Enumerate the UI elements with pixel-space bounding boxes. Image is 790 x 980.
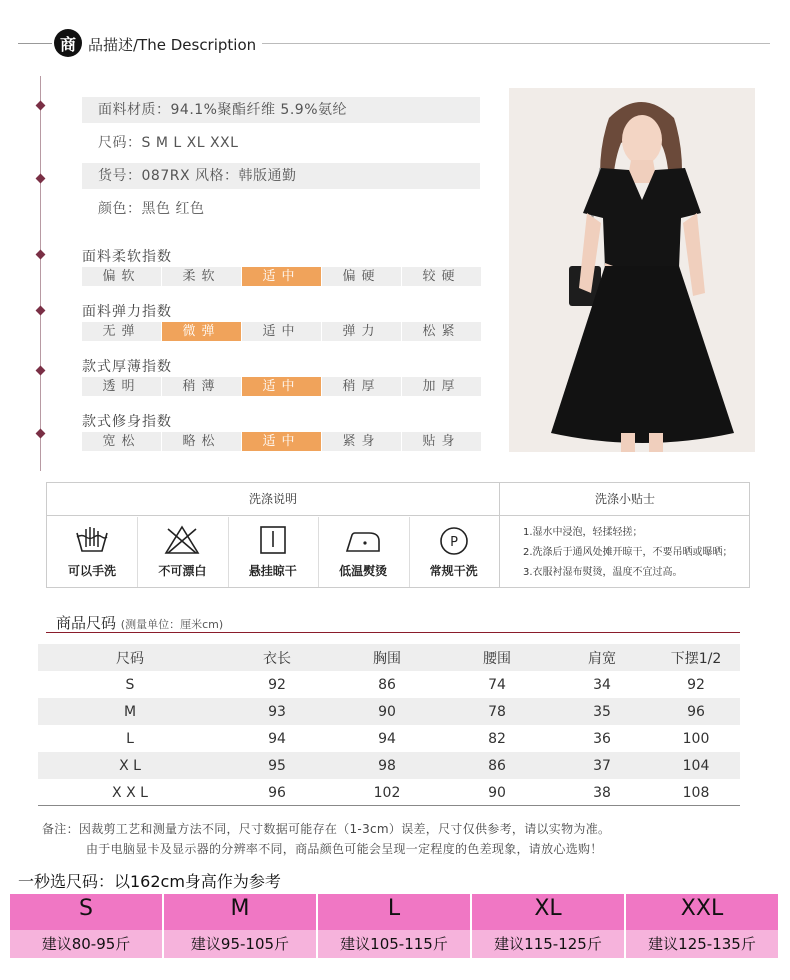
- index-option: 透明: [82, 377, 162, 396]
- wash-tips: [523, 523, 733, 583]
- divider: [137, 517, 138, 587]
- table-cell: 96: [268, 784, 286, 801]
- table-cell: 94: [378, 730, 396, 747]
- index-scale: [82, 267, 482, 286]
- product-photo: [509, 88, 755, 452]
- index-option: 稍厚: [322, 377, 402, 396]
- timeline-line: [40, 76, 41, 471]
- note-line-2: 由于电脑显卡及显示器的分辨率不同，商品颜色可能会呈现一定程度的色差现象，请放心选购！: [86, 842, 603, 856]
- table-cell: M: [123, 703, 137, 720]
- divider: [318, 517, 319, 587]
- low-iron-icon: [343, 525, 383, 559]
- divider: [409, 517, 410, 587]
- quick-size-label: M: [230, 896, 250, 921]
- wash-label: 不可漂白: [158, 564, 207, 578]
- tips-header: 洗涤小贴士: [500, 483, 750, 516]
- index-option: 适中: [242, 322, 322, 341]
- quick-size-label: L: [387, 896, 401, 921]
- svg-text:P: P: [449, 535, 458, 550]
- index-option: 贴身: [402, 432, 482, 451]
- info-item-no: 货号：087RX 风格：韩版通勤: [82, 163, 480, 189]
- table-cell: 尺码: [116, 650, 144, 667]
- table-cell: 90: [488, 784, 506, 801]
- table-cell: 98: [378, 757, 396, 774]
- table-cell: 108: [682, 784, 710, 801]
- info-colors: 颜色：黑色 红色: [98, 201, 205, 217]
- size-subtitle: (测量单位：厘米cm): [120, 618, 224, 631]
- header-title: 品描述/The Description: [88, 36, 257, 54]
- dry-clean-icon: [438, 525, 470, 561]
- table-row: [38, 671, 740, 698]
- wash-label: 常规干洗: [429, 564, 478, 578]
- no-bleach-icon: [164, 525, 200, 559]
- wash-tip: 3.衣服衬湿布熨烫，温度不宜过高。: [523, 567, 683, 578]
- quick-size-label: S: [79, 896, 93, 921]
- quick-size-card: [472, 894, 624, 958]
- table-cell: 86: [488, 757, 506, 774]
- table-cell: 95: [268, 757, 286, 774]
- table-row: [38, 725, 740, 752]
- index-option: 弹力: [322, 322, 402, 341]
- divider: [228, 517, 229, 587]
- table-cell: L: [126, 730, 134, 747]
- index-title: 面料柔软指数: [82, 249, 172, 265]
- hand-wash-icon: [74, 525, 110, 559]
- table-cell: X L: [119, 757, 141, 774]
- quick-size-card: [318, 894, 470, 958]
- wash-label: 悬挂晾干: [248, 564, 297, 578]
- size-table: [38, 644, 740, 806]
- header-badge: 商: [54, 29, 82, 57]
- table-cell: X X L: [112, 784, 148, 801]
- wash-symbol-3: [228, 517, 318, 587]
- timeline-marker: [36, 250, 46, 260]
- table-cell: 100: [682, 730, 710, 747]
- table-row: [38, 698, 740, 725]
- index-option-selected: 适中: [242, 377, 322, 396]
- timeline-marker: [36, 174, 46, 184]
- quick-size-card: [164, 894, 316, 958]
- index-option-selected: 适中: [242, 267, 322, 286]
- header-line-right: [262, 43, 770, 44]
- table-cell: 35: [593, 703, 611, 720]
- size-table-header: [38, 644, 740, 671]
- index-option: 加厚: [402, 377, 482, 396]
- quick-size-recommendation: 建议105-115斤: [318, 930, 470, 958]
- table-cell: 下摆1/2: [670, 650, 722, 667]
- quick-size-card: [626, 894, 778, 958]
- table-cell: 腰围: [483, 650, 511, 667]
- quick-size-label: XXL: [680, 896, 724, 921]
- index-option: 较硬: [402, 267, 482, 286]
- index-option: 柔软: [162, 267, 242, 286]
- table-cell: 102: [373, 784, 401, 801]
- table-cell: 104: [682, 757, 710, 774]
- timeline-marker: [36, 366, 46, 376]
- size-table-bottom-line: [38, 805, 740, 806]
- wash-label: 可以手洗: [67, 564, 116, 578]
- wash-symbol-2: [137, 517, 227, 587]
- index-option: 稍薄: [162, 377, 242, 396]
- quick-size-recommendation: 建议125-135斤: [626, 930, 778, 958]
- table-cell: 92: [687, 676, 705, 693]
- wash-tip: 1.湿水中浸泡，轻揉轻搓；: [523, 527, 643, 538]
- timeline-marker: [36, 101, 46, 111]
- table-cell: 82: [488, 730, 506, 747]
- model-in-black-dress-image: [509, 88, 755, 452]
- index-title: 面料弹力指数: [82, 304, 172, 320]
- table-cell: 78: [488, 703, 506, 720]
- table-row: [38, 779, 740, 806]
- table-cell: 37: [593, 757, 611, 774]
- table-cell: 36: [593, 730, 611, 747]
- size-title-text: 商品尺码: [56, 614, 117, 632]
- index-title: 款式修身指数: [82, 414, 172, 430]
- index-option-selected: 适中: [242, 432, 322, 451]
- size-table-title: [56, 612, 223, 633]
- info-sizes: 尺码：S M L XL XXL: [98, 135, 239, 151]
- table-cell: 96: [687, 703, 705, 720]
- index-option: 松紧: [402, 322, 482, 341]
- table-cell: 胸围: [373, 650, 401, 667]
- wash-symbol-5: [409, 517, 499, 587]
- table-cell: 90: [378, 703, 396, 720]
- quick-size-label: XL: [534, 896, 562, 921]
- table-cell: 94: [268, 730, 286, 747]
- index-option: 偏硬: [322, 267, 402, 286]
- table-cell: 衣长: [263, 650, 291, 667]
- quick-size-recommendation: 建议115-125斤: [472, 930, 624, 958]
- index-option: 偏软: [82, 267, 162, 286]
- wash-tip: 2.洗涤后于通风处摊开晾干，不要吊晒或曝晒；: [523, 547, 733, 558]
- header-line-left: [18, 43, 52, 44]
- table-cell: 93: [268, 703, 286, 720]
- table-row: [38, 752, 740, 779]
- timeline-marker: [36, 306, 46, 316]
- index-title: 款式厚薄指数: [82, 359, 172, 375]
- hang-dry-icon: [255, 525, 291, 559]
- index-option: 略松: [162, 432, 242, 451]
- wash-header: 洗涤说明: [47, 483, 499, 516]
- divider: [499, 483, 500, 587]
- wash-symbol-4: [318, 517, 408, 587]
- timeline-marker: [36, 429, 46, 439]
- table-cell: 肩宽: [588, 650, 616, 667]
- quick-size-recommendation: 建议95-105斤: [164, 930, 316, 958]
- wash-instructions: [46, 482, 750, 588]
- index-option: 紧身: [322, 432, 402, 451]
- index-option-selected: 微弹: [162, 322, 242, 341]
- index-scale: [82, 432, 482, 451]
- index-option: 宽松: [82, 432, 162, 451]
- table-cell: 86: [378, 676, 396, 693]
- quick-size-recommendation: 建议80-95斤: [10, 930, 162, 958]
- table-cell: 74: [488, 676, 506, 693]
- wash-label: 低温熨烫: [339, 564, 388, 578]
- index-option: 无弹: [82, 322, 162, 341]
- table-cell: 38: [593, 784, 611, 801]
- table-cell: S: [125, 676, 135, 693]
- table-cell: 34: [593, 676, 611, 693]
- info-material: 面料材质：94.1%聚酯纤维 5.9%氨纶: [82, 97, 480, 123]
- quick-size-title: 一秒选尺码：以162cm身高作为参考: [18, 872, 281, 891]
- index-scale: [82, 322, 482, 341]
- index-scale: [82, 377, 482, 396]
- wash-symbol-1: [47, 517, 137, 587]
- size-title-underline: [46, 632, 740, 633]
- quick-size-card: [10, 894, 162, 958]
- note-line-1: 备注：因裁剪工艺和测量方法不同，尺寸数据可能存在（1-3cm）误差，尺寸仅供参考，请以实物为准。: [42, 822, 611, 836]
- table-cell: 92: [268, 676, 286, 693]
